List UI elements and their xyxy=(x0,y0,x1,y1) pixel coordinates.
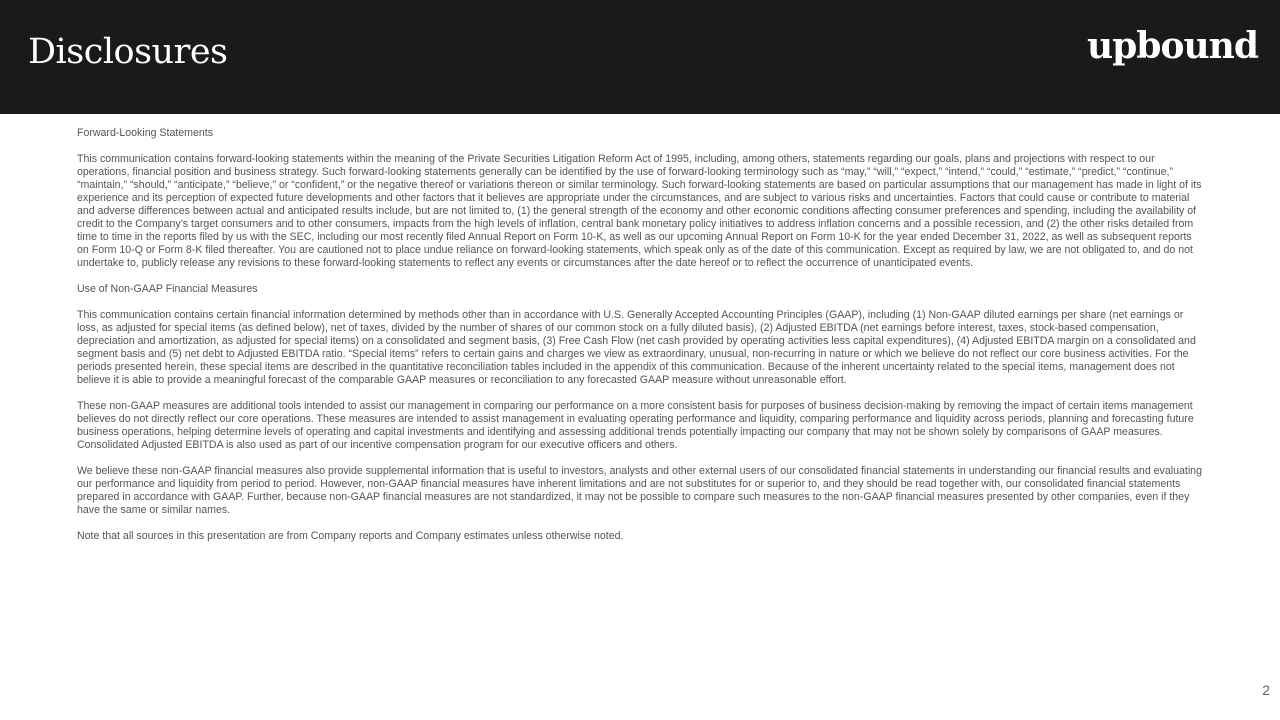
disclosures-body xyxy=(77,127,1205,556)
page-number: 2 xyxy=(1262,682,1270,698)
forward-looking-paragraph: This communication contains forward-looking statements within the meaning of the Private Securities Litigation Reform Act of 1995, including, among others, statements regarding our goals, plans and projections with respect to our operations, financial position and business strategy. Such forward-looking statements generally can be identified by the use of forward-looking terminology such as “may,” “will,” “expect,” “intend,” “could,” “estimate,” “predict,” “continue,” “maintain,” “should,” “anticipate,” “believe,” or “confident,” or the negative thereof or variations thereon or similar terminology. Such forward-looking statements are based on particular assumptions that our management has made in light of its experience and its perception of expected future developments and other factors that it believes are appropriate under the circumstances, and are subject to various risks and uncertainties. Factors that could cause or contribute to material and adverse differences between actual and anticipated results include, but are not limited to, (1) the general strength of the economy and other economic conditions affecting consumer preferences and spending, including the availability of credit to the Company’s target consumers and to other consumers, impacts from the high levels of inflation, central bank monetary policy initiatives to address inflation concerns and a possible recession, and (2) the other risks detailed from time to time in the reports filed by us with the SEC, including our most recently filed Annual Report on Form 10-K, as well as our upcoming Annual Report on Form 10-K for the year ended December 31, 2022, as well as subsequent reports on Form 10-Q or Form 8-K filed thereafter. You are cautioned not to place undue reliance on forward-looking statements, which speak only as of the date of this communication. Except as required by law, we are not obligated to, and do not undertake to, publicly release any revisions to these forward-looking statements to reflect any events or circumstances after the date hereof or to reflect the occurrence of unanticipated events. xyxy=(77,153,1202,269)
header-bar xyxy=(0,0,1280,114)
non-gaap-paragraph-1: This communication contains certain financial information determined by methods other than in accordance with U.S. Generally Accepted Accounting Principles (GAAP), including (1) Non-GAAP diluted earnings per share (net earnings or loss, as adjusted for special items (as defined below), net of taxes, divided by the number of shares of our common stock on a fully diluted basis), (2) Adjusted EBITDA (net earnings before interest, taxes, stock-based compensation, depreciation and amortization, as adjusted for special items) on a consolidated and segment basis, (3) Free Cash Flow (net cash provided by operating activities less capital expenditures), (4) Adjusted EBITDA margin on a consolidated and segment basis and (5) net debt to Adjusted EBITDA ratio. “Special items” refers to certain gains and charges we view as extraordinary, unusual, non-recurring in nature or which we believe do not reflect our core business activities. For the periods presented herein, these special items are described in the quantitative reconciliation tables included in the appendix of this communication. Because of the inherent uncertainty related to the special items, management does not believe it is able to provide a meaningful forecast of the comparable GAAP measures or reconciliation to any forecasted GAAP measure without unreasonable effort. xyxy=(77,309,1196,386)
forward-looking-heading: Forward-Looking Statements xyxy=(77,127,214,139)
non-gaap-paragraph-3: We believe these non-GAAP financial measures also provide supplemental information that is useful to investors, analysts and other external users of our consolidated financial statements in understanding our financial results and evaluating our performance and liquidity from period to period. However, non-GAAP financial measures have inherent limitations and are not substitutes for or superior to, and they should be read together with, our consolidated financial statements prepared in accordance with GAAP. Further, because non-GAAP financial measures are not standardized, it may not be possible to compare such measures to the non-GAAP financial measures presented by other companies, even if they have the same or similar names. xyxy=(77,465,1202,516)
non-gaap-paragraph-2: These non-GAAP measures are additional tools intended to assist our management in comparing our performance on a more consistent basis for purposes of business decision-making by removing the impact of certain items management believes do not directly reflect our core operations. These measures are intended to assist management in evaluating operating performance and liquidity, comparing performance and liquidity across periods, planning and forecasting future business operations, helping determine levels of operating and capital investments and identifying and assessing additional trends potentially impacting our company that may not be shown solely by comparisons of GAAP measures. Consolidated Adjusted EBITDA is also used as part of our incentive compensation program for our executive officers and others. xyxy=(77,400,1194,451)
page-title: Disclosures xyxy=(28,32,228,72)
upbound-logo: upbound xyxy=(1086,25,1258,67)
non-gaap-heading: Use of Non-GAAP Financial Measures xyxy=(77,283,258,295)
sources-note: Note that all sources in this presentation are from Company reports and Company estimates unless otherwise noted. xyxy=(77,530,624,542)
